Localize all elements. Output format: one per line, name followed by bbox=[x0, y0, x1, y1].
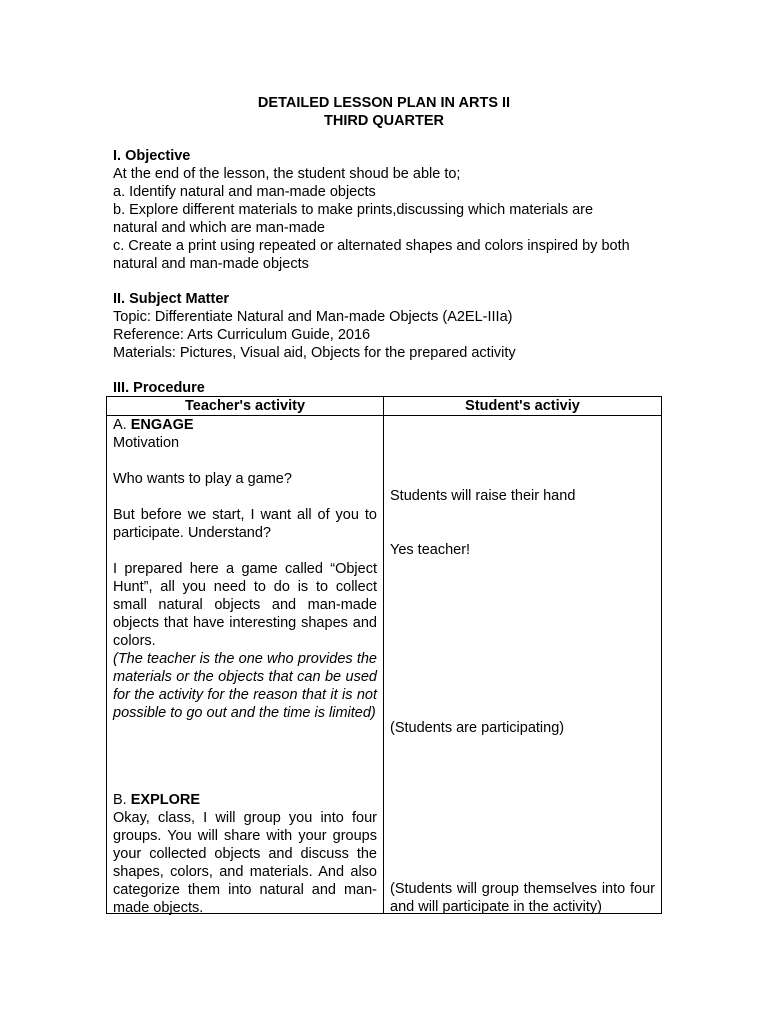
table-header-row bbox=[107, 397, 662, 416]
student-response: (Students are participating) bbox=[390, 720, 565, 736]
objective-item: b. Explore different materials to make prints,discussing which materials are bbox=[113, 202, 594, 218]
procedure-table bbox=[106, 396, 662, 914]
subject-heading: II. Subject Matter bbox=[113, 291, 230, 307]
student-activity-cell bbox=[384, 416, 662, 914]
objective-heading: I. Objective bbox=[113, 148, 191, 164]
procedure-heading: III. Procedure bbox=[113, 380, 205, 396]
subject-matter-section bbox=[113, 290, 673, 362]
subject-materials: Materials: Pictures, Visual aid, Objects for the prepared activity bbox=[113, 345, 516, 361]
student-response: (Students will group themselves into four and will participate in the activity) bbox=[390, 881, 655, 915]
explore-text: Okay, class, I will group you into four groups. You will share with your groups your collected objects and discuss the shapes, colors, and materials. And also categorize them into natural and man-made objects. bbox=[113, 810, 377, 916]
column-header-teacher: Teacher's activity bbox=[107, 397, 384, 416]
teacher-game-description: I prepared here a game called “Object Hunt”, all you need to do is to collect small natural objects and man-made objects that have interesting shapes and colors. bbox=[113, 561, 377, 649]
student-response: Yes teacher! bbox=[390, 542, 471, 558]
engage-label: ENGAGE bbox=[130, 417, 194, 433]
table-row bbox=[107, 416, 662, 914]
objective-item: natural and man-made objects bbox=[113, 256, 309, 272]
document-title: DETAILED LESSON PLAN IN ARTS II bbox=[257, 95, 511, 111]
teacher-note: (The teacher is the one who provides the materials or the objects that can be used for the activity for the reason that it is not possible to go out and the time is limited) bbox=[113, 651, 377, 721]
teacher-activity-cell bbox=[107, 416, 384, 914]
engage-section bbox=[113, 416, 377, 722]
teacher-question: Who wants to play a game? bbox=[113, 471, 292, 487]
objective-item: natural and which are man-made bbox=[113, 220, 325, 236]
column-header-student: Student's activiy bbox=[384, 397, 662, 416]
objective-intro: At the end of the lesson, the student shoud be able to; bbox=[113, 166, 461, 182]
engage-prefix: A. bbox=[113, 417, 131, 433]
motivation-label: Motivation bbox=[113, 435, 180, 451]
objective-section bbox=[113, 147, 673, 273]
subject-topic: Topic: Differentiate Natural and Man-made Objects (A2EL-IIIa) bbox=[113, 309, 513, 325]
explore-label: EXPLORE bbox=[130, 792, 201, 808]
explore-section bbox=[113, 791, 377, 917]
objective-item: a. Identify natural and man-made objects bbox=[113, 184, 376, 200]
teacher-instruction: But before we start, I want all of you to participate. Understand? bbox=[113, 507, 377, 541]
subject-reference: Reference: Arts Curriculum Guide, 2016 bbox=[113, 327, 371, 343]
document-subtitle: THIRD QUARTER bbox=[323, 113, 445, 129]
explore-prefix: B. bbox=[113, 792, 131, 808]
objective-item: c. Create a print using repeated or alternated shapes and colors inspired by both bbox=[113, 238, 630, 254]
student-response: Students will raise their hand bbox=[390, 488, 576, 504]
